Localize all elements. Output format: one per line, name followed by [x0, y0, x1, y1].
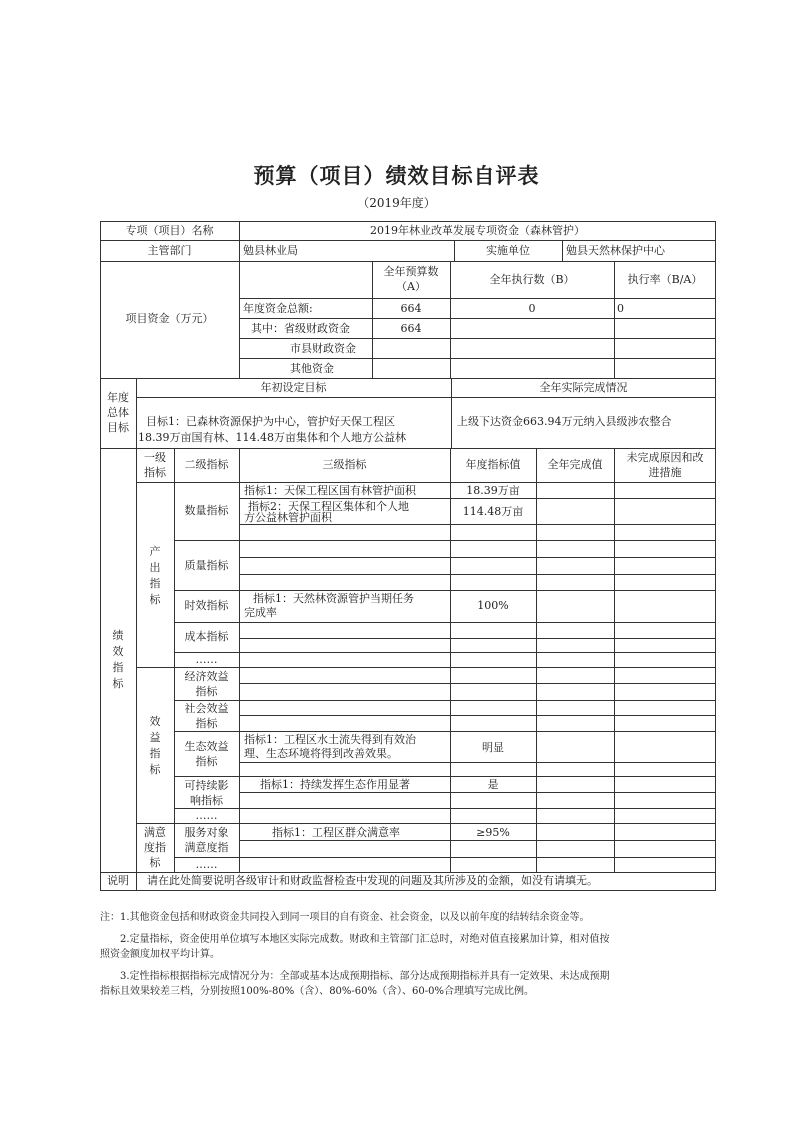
- plan-text-line-2: 18.39万亩国有林、114.48万亩集体和个人地方公益林: [138, 431, 406, 444]
- social-indicator-label: 社会效益: [184, 702, 229, 715]
- goal-label-3: 目标: [107, 421, 129, 434]
- impl-unit-value: 勉县天然林保护中心: [566, 244, 665, 257]
- eco-indicator-1: 指标1：工程区水土流失得到有效治: [244, 733, 416, 746]
- qty-indicator-2-b: 方公益林管护面积: [244, 511, 332, 524]
- quality-indicator-label: 质量指标: [184, 559, 229, 572]
- output-label-char: 标: [149, 593, 161, 606]
- service-target-1: ≥95%: [476, 826, 510, 839]
- ellipsis: ……: [195, 858, 218, 871]
- sustain-indicator-label: 可持续影: [184, 779, 229, 792]
- note-2: 2.定量指标，资金使用单位填写本地区实际完成数。财政和主管部门汇总时，对绝对值直接累加计算，相对值按: [120, 934, 610, 945]
- satisfaction-label-line: 度指: [144, 841, 166, 854]
- cost-indicator-label: 成本指标: [184, 630, 229, 643]
- perf-label-char: 效: [112, 645, 124, 658]
- output-label-char: 产: [149, 545, 161, 558]
- time-target-1: 100%: [477, 599, 509, 612]
- benefit-label-char: 标: [149, 763, 161, 776]
- sustain-target-1: 是: [487, 778, 499, 791]
- budget-header: 全年预算数: [383, 265, 439, 278]
- header-level3: 三级指标: [322, 458, 367, 471]
- header-target: 年度指标值: [465, 458, 521, 471]
- time-indicator-1: 指标1：天然林资源管护当期任务: [253, 592, 414, 605]
- fund-row-rate: 0: [617, 302, 624, 315]
- satisfaction-label-line: 标: [149, 856, 161, 869]
- timeliness-indicator-label: 时效指标: [184, 599, 229, 612]
- fund-row-name: 年度资金总额:: [243, 302, 313, 315]
- perf-label-char: 指: [112, 661, 124, 674]
- header-reason: 未完成原因和改: [626, 451, 704, 464]
- qty-target-2: 114.48万亩: [462, 505, 524, 518]
- note-3-cont: 指标且效果较差三档，分别按照100%-80%（含）、80%-60%（含）、60-0%合理填写完成比例。: [100, 986, 534, 997]
- actual-header: 全年实际完成情况: [539, 381, 628, 394]
- fund-row-b: 0: [528, 302, 536, 315]
- header-reason-b: 进措施: [648, 466, 682, 479]
- benefit-label-char: 益: [149, 731, 161, 744]
- dept-label: 主管部门: [147, 244, 192, 257]
- satisfaction-label-line: 满意: [144, 826, 166, 839]
- executed-header: 全年执行数（B）: [489, 273, 575, 286]
- sustain-indicator-label-b: 响指标: [190, 794, 223, 807]
- service-satisfaction-label: 服务对象: [184, 826, 229, 839]
- economic-indicator-label: 经济效益: [184, 670, 229, 683]
- page-title: 预算（项目）绩效目标自评表: [253, 164, 540, 188]
- impl-unit-label: 实施单位: [486, 244, 530, 257]
- ecological-indicator-label-b: 指标: [195, 755, 218, 768]
- goal-label-1: 年度: [107, 391, 129, 404]
- page-subtitle: （2019年度）: [357, 196, 436, 210]
- project-name-label: 专项（项目）名称: [125, 224, 214, 237]
- note-3: 3.定性指标根据指标完成情况分为：全部或基本达成预期指标、部分达成预期指标并具有一定效果、未达成预期: [120, 971, 610, 982]
- qty-target-1: 18.39万亩: [466, 484, 520, 497]
- eco-target-1: 明显: [482, 741, 504, 754]
- funds-label: 项目资金（万元）: [125, 312, 214, 325]
- fund-row-name: 其中：省级财政资金: [251, 322, 350, 335]
- eco-indicator-1-b: 理、生态环境将得到改善效果。: [244, 747, 398, 760]
- perf-label-char: 绩: [112, 629, 124, 642]
- header-level2: 二级指标: [184, 458, 229, 471]
- dept-value: 勉县林业局: [243, 244, 298, 257]
- ecological-indicator-label: 生态效益: [184, 740, 229, 753]
- social-indicator-label-b: 指标: [195, 717, 218, 730]
- fund-row-name: 市县财政资金: [290, 342, 356, 355]
- qty-indicator-1: 指标1：天保工程区国有林管护面积: [244, 484, 416, 497]
- header-level1: 一级: [144, 451, 166, 464]
- sustain-indicator-1: 指标1：持续发挥生态作用显著: [260, 778, 410, 791]
- service-indicator-1: 指标1：工程区群众满意率: [272, 826, 400, 839]
- economic-indicator-label-b: 指标: [195, 685, 218, 698]
- service-satisfaction-label-b: 满意度指: [184, 841, 229, 854]
- goal-label-2: 总体: [107, 406, 129, 419]
- ellipsis: ……: [195, 809, 218, 822]
- perf-label-char: 标: [112, 677, 124, 690]
- project-name-value: 2019年林业改革发展专项资金（森林管护）: [370, 224, 585, 237]
- plan-text-line-1: 目标1：已森林资源保护为中心，管护好天保工程区: [146, 415, 395, 428]
- output-label-char: 指: [149, 577, 161, 590]
- benefit-label-char: 指: [149, 747, 161, 760]
- budget-header-a: （A）: [396, 280, 426, 293]
- fund-row-a: 664: [400, 302, 422, 315]
- note-1: 注：1.其他资金包括和财政资金共同投入到同一项目的自有资金、社会资金，以及以前年度的结转结余资金等。: [100, 912, 590, 923]
- remark-label: 说明: [107, 874, 129, 887]
- benefit-label-char: 效: [149, 715, 161, 728]
- time-indicator-1-b: 完成率: [244, 606, 277, 619]
- remark-text: 请在此处简要说明各级审计和财政监督检查中发现的问题及其所涉及的金额，如没有请填无。: [147, 874, 598, 887]
- fund-row-a: 664: [400, 322, 422, 335]
- actual-text: 上级下达资金663.94万元纳入县级涉农整合: [457, 415, 672, 428]
- note-2-cont: 照资金额度加权平均计算。: [100, 949, 220, 960]
- output-label-char: 出: [149, 561, 161, 574]
- qty-indicator-2: 指标2：天保工程区集体和个人地: [248, 500, 409, 513]
- ellipsis: ……: [195, 653, 218, 666]
- quantity-indicator-label: 数量指标: [184, 504, 229, 517]
- rate-header: 执行率（B/A）: [627, 273, 703, 286]
- plan-header: 年初设定目标: [260, 381, 327, 394]
- header-level1-b: 指标: [144, 466, 166, 479]
- header-completed: 全年完成值: [547, 458, 603, 471]
- fund-row-name: 其他资金: [290, 362, 334, 375]
